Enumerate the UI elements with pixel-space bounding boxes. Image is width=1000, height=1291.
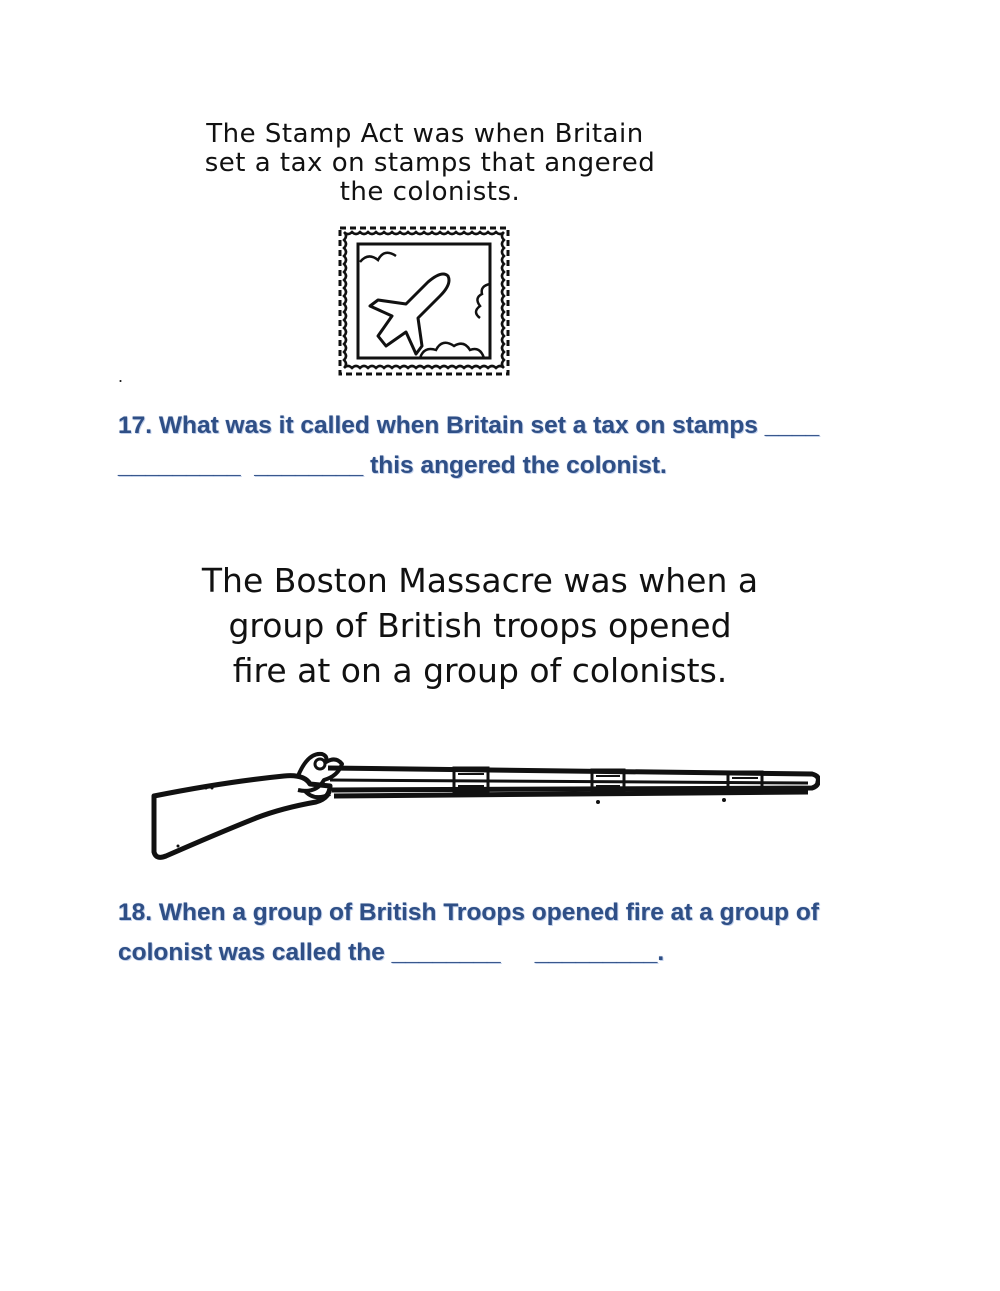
question-18-text-part2: .: [657, 939, 665, 966]
question-17-text-part2: this angered the colonist.: [363, 452, 667, 479]
musket-icon: [148, 746, 820, 862]
question-17-blank-3[interactable]: ________: [254, 452, 364, 479]
boston-massacre-caption: [120, 558, 840, 693]
postage-stamp-airplane-icon: [334, 224, 514, 378]
stamp-act-caption-line-3: the colonists.: [339, 177, 521, 207]
boston-massacre-caption-line-1: The Boston Massacre was when a: [201, 561, 759, 600]
question-18-blank-2[interactable]: _________: [534, 939, 658, 966]
boston-massacre-caption-line-3: fire at on a group of colonists.: [232, 651, 728, 690]
question-17-text-part1: 17. What was it called when Britain set a tax on stamps: [118, 412, 765, 439]
question-18: [118, 893, 878, 973]
stray-dot: .: [118, 366, 124, 386]
question-18-blank-1[interactable]: ________: [391, 939, 501, 966]
stamp-act-caption-line-2: set a tax on stamps that angered: [204, 148, 656, 178]
stamp-act-caption: [120, 120, 740, 207]
stamp-act-caption-line-1: The Stamp Act was when Britain: [206, 119, 644, 149]
question-18-text-part1: 18. When a group of British Troops opened fire at a group of colonist was called the: [118, 899, 820, 966]
question-17-blank-2[interactable]: _________: [118, 452, 241, 479]
question-17: [118, 406, 878, 486]
question-17-blank-1[interactable]: ____: [764, 412, 820, 439]
boston-massacre-caption-line-2: group of British troops opened: [228, 606, 732, 645]
